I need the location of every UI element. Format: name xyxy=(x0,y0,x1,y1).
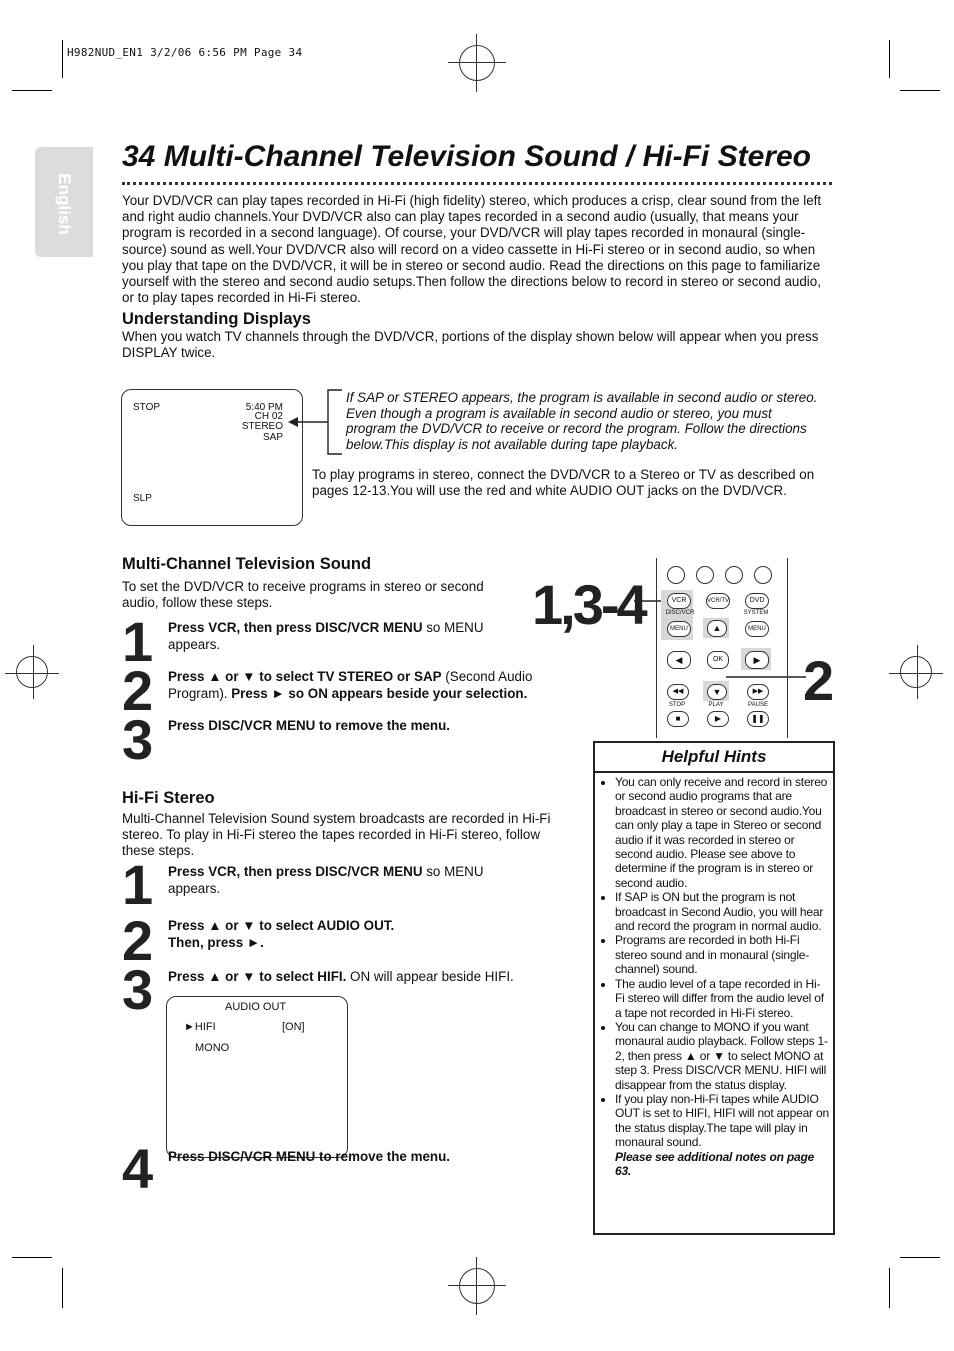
vcr-tv-label: VCR/TV xyxy=(707,598,730,604)
hifi-step-number: 2 xyxy=(122,909,151,972)
disc-vcr-label: DISC/VCR xyxy=(665,610,695,616)
system-menu-button[interactable] xyxy=(745,621,769,637)
hifi-step-1 xyxy=(168,863,528,897)
registration-mark xyxy=(900,656,932,688)
step-bold: Press ▲ or ▼ to select TV STEREO or SAP xyxy=(168,669,442,684)
understanding-text: When you watch TV channels through the DVD/VCR, portions of the display shown below will appear when you press DISPLAY twice. xyxy=(122,329,819,361)
dvd-button[interactable] xyxy=(745,593,769,609)
mts-step-number: 2 xyxy=(122,659,151,722)
hifi-step-number: 4 xyxy=(122,1137,151,1200)
hint-final-note-item xyxy=(615,1150,829,1179)
play-label: PLAY xyxy=(708,702,724,708)
hint-item: • The audio level of a tape recorded in Hi-Fi stereo will differ from the audio level of a tape not recorded in Hi-Fi stereo. xyxy=(615,977,829,1020)
page-title: 34 Multi-Channel Television Sound / Hi-Fi Stereo xyxy=(122,140,811,173)
screen-sap: SAP xyxy=(262,432,283,443)
menu-item-hifi: ►HIFI xyxy=(184,1021,216,1033)
system-menu-label: MENU xyxy=(748,626,766,632)
mts-text: To set the DVD/VCR to receive programs in stereo or second audio, follow these steps. xyxy=(122,579,484,611)
mts-step-number: 1 xyxy=(122,610,151,673)
screen-time: 5:40 PM xyxy=(245,402,283,413)
system-label: SYSTEM xyxy=(743,610,769,616)
crop-mark xyxy=(12,90,52,91)
remote-control xyxy=(656,558,788,738)
status-display-screen xyxy=(121,389,303,526)
hints-heading: Helpful Hints xyxy=(595,743,833,773)
crop-mark xyxy=(889,40,890,78)
screen-stereo: STEREO xyxy=(241,421,283,432)
vcr-tv-button[interactable] xyxy=(706,593,730,609)
registration-mark xyxy=(16,656,48,688)
step-bold-2: Then, press ►. xyxy=(168,935,264,950)
hifi-text: Multi-Channel Television Sound system broadcasts are recorded in Hi-Fi stereo. To play in Hi-Fi stereo the tapes recorded in Hi-Fi stereo, follow these steps. xyxy=(122,811,551,859)
disc-vcr-menu-label: MENU xyxy=(670,626,688,632)
down-arrow-button[interactable]: ▼ xyxy=(707,684,727,700)
crop-mark xyxy=(62,1268,63,1308)
mts-step-number: 3 xyxy=(122,708,151,771)
language-tab xyxy=(35,147,93,257)
hint-item: • You can change to MONO if you want monaural audio playback. Follow steps 1-2, then press ▲ or ▼ to select MONO at step 3. Press DISC/VCR MENU. HIFI will disappear from the status display. xyxy=(615,1020,829,1092)
vcr-label: VCR xyxy=(671,597,687,604)
language-label: English xyxy=(55,173,74,235)
hifi-step-number: 3 xyxy=(122,958,151,1021)
crop-mark xyxy=(62,40,63,78)
screen-channel: CH 02 xyxy=(254,411,283,422)
hifi-heading: Hi-Fi Stereo xyxy=(122,789,215,807)
display-note-italic: If SAP or STEREO appears, the program is available in second audio or stereo. Even though a program is available in second audio or stereo, you must program the DVD/VCR to receive or record the program. Follow the directions below.This display is not available during tape playback. xyxy=(346,390,818,452)
mts-step-1 xyxy=(168,619,528,653)
remote-top-button[interactable] xyxy=(725,566,743,584)
crop-mark xyxy=(889,1268,890,1308)
mts-step-2 xyxy=(168,668,558,702)
remote-top-button[interactable] xyxy=(754,566,772,584)
screen-stop: STOP xyxy=(133,402,161,413)
mts-heading: Multi-Channel Television Sound xyxy=(122,555,372,573)
step-bold-2: Press ► so ON appears beside your selection. xyxy=(231,686,528,701)
registration-mark xyxy=(459,1268,495,1304)
step-rest: ON will appear beside HIFI. xyxy=(346,969,514,984)
stop-button[interactable]: ■ xyxy=(667,711,689,727)
fast-forward-button[interactable]: ▶▶ xyxy=(747,684,769,700)
step-bold: Press VCR, then press DISC/VCR MENU xyxy=(168,864,423,879)
hint-item: • If SAP is ON but the program is not broadcast in Second Audio, you will hear and record the program in normal audio. xyxy=(615,890,829,933)
stop-label: STOP xyxy=(668,702,686,708)
callout-step-2: 2 xyxy=(803,649,832,712)
dvd-label: DVD xyxy=(749,597,765,604)
hint-item: • Programs are recorded in both Hi-Fi stereo sound and in monaural (single-channel) sound. xyxy=(615,933,829,976)
menu-item-hifi-value: [ON] xyxy=(282,1021,305,1033)
disc-vcr-menu-button[interactable] xyxy=(667,621,691,637)
screen-slp: SLP xyxy=(133,493,152,504)
understanding-heading: Understanding Displays xyxy=(122,310,311,328)
registration-mark xyxy=(459,45,495,81)
pause-label: PAUSE xyxy=(748,702,768,708)
remote-top-button[interactable] xyxy=(696,566,714,584)
helpful-hints-box xyxy=(593,741,835,1235)
step-bold: Press ▲ or ▼ to select AUDIO OUT. xyxy=(168,918,395,933)
crop-mark xyxy=(12,1257,52,1258)
callout-steps-1-3-4: 1,3-4 xyxy=(532,573,645,636)
step-bold: Press DISC/VCR MENU to remove the menu. xyxy=(168,1149,451,1164)
intro-paragraph: Your DVD/VCR can play tapes recorded in Hi-Fi (high fidelity) stereo, which produces a crisp, clear sound from the left and right audio channels.Your DVD/VCR also can play tapes recorded in a second audio (usually, that means your program is recorded in a second language). Of course, your DVD/VCR will play tapes recorded in monaural (single-source) sound as well.Your DVD/VCR also will record on a video cassette in Hi-Fi stereo or in second audio, so when you play that tape on the DVD/VCR, it will be in stereo or second audio. Read the directions on this page to familiarize yourself with the stereo and second audio setups.Then follow the directions below to record in stereo or second audio, or to play tapes recorded in Hi-Fi stereo. xyxy=(122,193,822,306)
vcr-button[interactable] xyxy=(667,593,691,609)
ok-button[interactable] xyxy=(707,651,729,669)
rewind-button[interactable]: ◀◀ xyxy=(667,684,689,700)
hifi-step-number: 1 xyxy=(122,853,151,916)
bracket-arrow xyxy=(284,388,346,458)
audio-out-menu-screen xyxy=(166,996,348,1158)
step-rest: (Second Audio Program). xyxy=(168,669,533,701)
display-note-plain: To play programs in stereo, connect the DVD/VCR to a Stereo or TV as described on pages 12-13.You will use the red and white AUDIO OUT jacks on the DVD/VCR. xyxy=(312,467,815,499)
step-bold: Press VCR, then press DISC/VCR MENU xyxy=(168,620,423,635)
hifi-step-2 xyxy=(168,917,528,951)
hint-final-note: Please see additional notes on page 63. xyxy=(615,1149,815,1178)
step-rest: so MENU appears. xyxy=(168,620,484,652)
step-bold: Press DISC/VCR MENU to remove the menu. xyxy=(168,718,451,733)
crop-mark xyxy=(900,90,940,91)
play-button[interactable]: ▶ xyxy=(707,711,729,727)
hints-list xyxy=(599,775,829,1178)
hint-item: • If you play non-Hi-Fi tapes while AUDIO OUT is set to HIFI, HIFI will not appear on the status display.The tape will play in monaural sound. xyxy=(615,1092,829,1150)
step-rest: so MENU appears. xyxy=(168,864,484,896)
pause-button[interactable]: ❚❚ xyxy=(747,711,769,727)
step-bold: Press ▲ or ▼ to select HIFI. xyxy=(168,969,347,984)
left-arrow-button[interactable]: ◀ xyxy=(667,651,691,669)
menu-item-mono: MONO xyxy=(195,1042,230,1054)
hifi-step-3 xyxy=(168,968,558,985)
up-arrow-button[interactable]: ▲ xyxy=(707,620,727,637)
file-stamp: H982NUD_EN1 3/2/06 6:56 PM Page 34 xyxy=(67,46,303,59)
hifi-step-4 xyxy=(168,1148,558,1165)
menu-title: AUDIO OUT xyxy=(225,1001,287,1013)
dotted-divider xyxy=(122,182,832,185)
ok-label: OK xyxy=(712,656,724,663)
remote-top-button[interactable] xyxy=(667,566,685,584)
crop-mark xyxy=(900,1257,940,1258)
mts-step-3 xyxy=(168,717,558,734)
hint-item: • You can only receive and record in stereo or second audio programs that are broadcast in stereo or second audio.You can only play a tape in Stereo or second audio if it was recorded in stereo or second audio. Please see above to determine if the program is in stereo or second audio. xyxy=(615,775,829,890)
right-arrow-button[interactable]: ▶ xyxy=(745,651,769,669)
